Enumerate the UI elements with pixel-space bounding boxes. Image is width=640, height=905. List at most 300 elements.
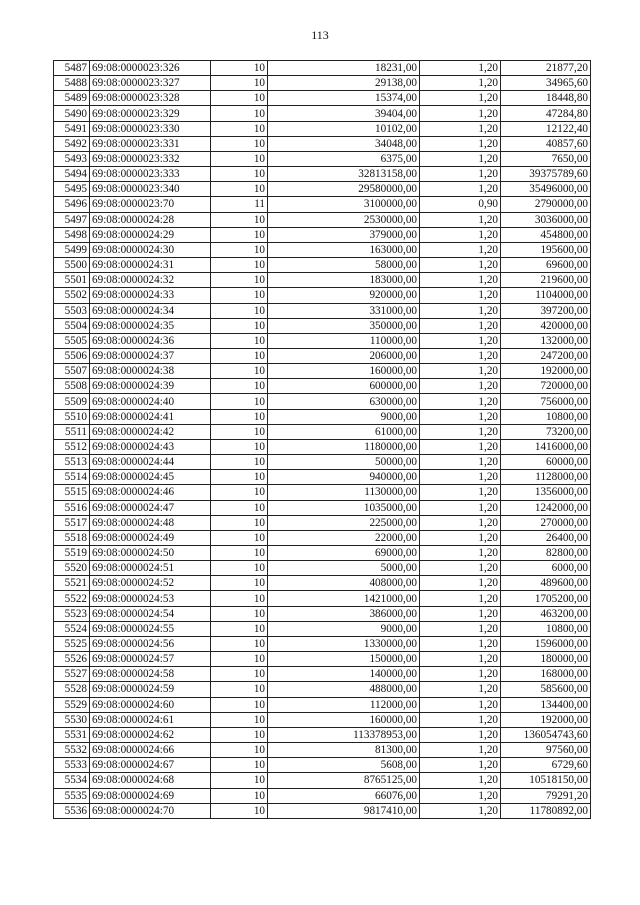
row-number-cell: 5536 xyxy=(54,803,90,818)
cadastral-number-cell: 69:08:0000024:55 xyxy=(90,621,211,636)
row-number-cell: 5492 xyxy=(54,136,90,151)
value-cell: 9000,00 xyxy=(268,409,420,424)
result-value-cell: 454800,00 xyxy=(501,227,591,242)
category-code-cell: 10 xyxy=(211,409,268,424)
cadastral-number-cell: 69:08:0000024:46 xyxy=(90,485,211,500)
coefficient-cell: 1,20 xyxy=(420,424,501,439)
row-number-cell: 5529 xyxy=(54,697,90,712)
coefficient-cell: 1,20 xyxy=(420,288,501,303)
result-value-cell: 3036000,00 xyxy=(501,212,591,227)
value-cell: 81300,00 xyxy=(268,743,420,758)
coefficient-cell: 1,20 xyxy=(420,227,501,242)
category-code-cell: 10 xyxy=(211,333,268,348)
category-code-cell: 10 xyxy=(211,546,268,561)
row-number-cell: 5512 xyxy=(54,439,90,454)
page-number: 113 xyxy=(311,28,329,42)
row-number-cell: 5530 xyxy=(54,712,90,727)
row-number-cell: 5508 xyxy=(54,379,90,394)
value-cell: 69000,00 xyxy=(268,546,420,561)
cadastral-number-cell: 69:08:0000024:41 xyxy=(90,409,211,424)
table-row xyxy=(54,727,591,742)
coefficient-cell: 1,20 xyxy=(420,455,501,470)
row-number-cell: 5513 xyxy=(54,455,90,470)
coefficient-cell: 1,20 xyxy=(420,727,501,742)
cadastral-number-cell: 69:08:0000024:34 xyxy=(90,303,211,318)
category-code-cell: 10 xyxy=(211,151,268,166)
cadastral-number-cell: 69:08:0000024:68 xyxy=(90,773,211,788)
row-number-cell: 5515 xyxy=(54,485,90,500)
value-cell: 34048,00 xyxy=(268,136,420,151)
coefficient-cell: 1,20 xyxy=(420,273,501,288)
category-code-cell: 10 xyxy=(211,788,268,803)
coefficient-cell: 1,20 xyxy=(420,76,501,91)
category-code-cell: 10 xyxy=(211,303,268,318)
result-value-cell: 21877,20 xyxy=(501,61,591,76)
row-number-cell: 5527 xyxy=(54,667,90,682)
row-number-cell: 5525 xyxy=(54,636,90,651)
category-code-cell: 10 xyxy=(211,606,268,621)
row-number-cell: 5518 xyxy=(54,530,90,545)
table-row xyxy=(54,91,591,106)
category-code-cell: 11 xyxy=(211,197,268,212)
category-code-cell: 10 xyxy=(211,348,268,363)
cadastral-number-cell: 69:08:0000023:70 xyxy=(90,197,211,212)
category-code-cell: 10 xyxy=(211,242,268,257)
cadastral-number-cell: 69:08:0000024:43 xyxy=(90,439,211,454)
result-value-cell: 168000,00 xyxy=(501,667,591,682)
row-number-cell: 5510 xyxy=(54,409,90,424)
table-row xyxy=(54,591,591,606)
value-cell: 331000,00 xyxy=(268,303,420,318)
result-value-cell: 34965,60 xyxy=(501,76,591,91)
category-code-cell: 10 xyxy=(211,106,268,121)
value-cell: 9000,00 xyxy=(268,621,420,636)
cadastral-number-cell: 69:08:0000024:44 xyxy=(90,455,211,470)
value-cell: 15374,00 xyxy=(268,91,420,106)
category-code-cell: 10 xyxy=(211,258,268,273)
category-code-cell: 10 xyxy=(211,364,268,379)
table-row xyxy=(54,61,591,76)
value-cell: 66076,00 xyxy=(268,788,420,803)
result-value-cell: 73200,00 xyxy=(501,424,591,439)
cadastral-number-cell: 69:08:0000024:33 xyxy=(90,288,211,303)
table-row xyxy=(54,576,591,591)
row-number-cell: 5503 xyxy=(54,303,90,318)
value-cell: 150000,00 xyxy=(268,652,420,667)
result-value-cell: 136054743,60 xyxy=(501,727,591,742)
value-cell: 29580000,00 xyxy=(268,182,420,197)
row-number-cell: 5517 xyxy=(54,515,90,530)
row-number-cell: 5519 xyxy=(54,546,90,561)
category-code-cell: 10 xyxy=(211,697,268,712)
coefficient-cell: 1,20 xyxy=(420,743,501,758)
row-number-cell: 5511 xyxy=(54,424,90,439)
category-code-cell: 10 xyxy=(211,121,268,136)
category-code-cell: 10 xyxy=(211,561,268,576)
coefficient-cell: 1,20 xyxy=(420,682,501,697)
coefficient-cell: 1,20 xyxy=(420,394,501,409)
row-number-cell: 5535 xyxy=(54,788,90,803)
result-value-cell: 756000,00 xyxy=(501,394,591,409)
table-row xyxy=(54,394,591,409)
result-value-cell: 2790000,00 xyxy=(501,197,591,212)
result-value-cell: 720000,00 xyxy=(501,379,591,394)
coefficient-cell: 1,20 xyxy=(420,439,501,454)
category-code-cell: 10 xyxy=(211,76,268,91)
result-value-cell: 1596000,00 xyxy=(501,636,591,651)
table-row xyxy=(54,303,591,318)
result-value-cell: 47284,80 xyxy=(501,106,591,121)
row-number-cell: 5498 xyxy=(54,227,90,242)
table-row xyxy=(54,530,591,545)
value-cell: 1130000,00 xyxy=(268,485,420,500)
value-cell: 32813158,00 xyxy=(268,167,420,182)
value-cell: 5000,00 xyxy=(268,561,420,576)
result-value-cell: 69600,00 xyxy=(501,258,591,273)
result-value-cell: 60000,00 xyxy=(501,455,591,470)
value-cell: 1421000,00 xyxy=(268,591,420,606)
result-value-cell: 1128000,00 xyxy=(501,470,591,485)
table-row xyxy=(54,227,591,242)
result-value-cell: 397200,00 xyxy=(501,303,591,318)
cadastral-number-cell: 69:08:0000023:328 xyxy=(90,91,211,106)
row-number-cell: 5495 xyxy=(54,182,90,197)
result-value-cell: 7650,00 xyxy=(501,151,591,166)
category-code-cell: 10 xyxy=(211,61,268,76)
value-cell: 1035000,00 xyxy=(268,500,420,515)
coefficient-cell: 1,20 xyxy=(420,379,501,394)
table-row xyxy=(54,379,591,394)
coefficient-cell: 1,20 xyxy=(420,364,501,379)
cadastral-number-cell: 69:08:0000024:53 xyxy=(90,591,211,606)
row-number-cell: 5496 xyxy=(54,197,90,212)
table-row xyxy=(54,500,591,515)
value-cell: 386000,00 xyxy=(268,606,420,621)
coefficient-cell: 1,20 xyxy=(420,652,501,667)
cadastral-number-cell: 69:08:0000024:57 xyxy=(90,652,211,667)
result-value-cell: 10518150,00 xyxy=(501,773,591,788)
coefficient-cell: 1,20 xyxy=(420,576,501,591)
coefficient-cell: 1,20 xyxy=(420,151,501,166)
coefficient-cell: 1,20 xyxy=(420,667,501,682)
coefficient-cell: 1,20 xyxy=(420,318,501,333)
category-code-cell: 10 xyxy=(211,212,268,227)
category-code-cell: 10 xyxy=(211,727,268,742)
result-value-cell: 180000,00 xyxy=(501,652,591,667)
table-row xyxy=(54,652,591,667)
cadastral-number-cell: 69:08:0000024:48 xyxy=(90,515,211,530)
row-number-cell: 5534 xyxy=(54,773,90,788)
value-cell: 160000,00 xyxy=(268,712,420,727)
cadastral-number-cell: 69:08:0000024:69 xyxy=(90,788,211,803)
table-row xyxy=(54,76,591,91)
result-value-cell: 18448,80 xyxy=(501,91,591,106)
coefficient-cell: 1,20 xyxy=(420,561,501,576)
table-row xyxy=(54,242,591,257)
row-number-cell: 5501 xyxy=(54,273,90,288)
result-value-cell: 6000,00 xyxy=(501,561,591,576)
value-cell: 1180000,00 xyxy=(268,439,420,454)
cadastral-number-cell: 69:08:0000023:340 xyxy=(90,182,211,197)
table-row xyxy=(54,424,591,439)
coefficient-cell: 1,20 xyxy=(420,106,501,121)
table-row xyxy=(54,121,591,136)
category-code-cell: 10 xyxy=(211,743,268,758)
cadastral-number-cell: 69:08:0000024:40 xyxy=(90,394,211,409)
coefficient-cell: 1,20 xyxy=(420,697,501,712)
row-number-cell: 5514 xyxy=(54,470,90,485)
row-number-cell: 5488 xyxy=(54,76,90,91)
result-value-cell: 10800,00 xyxy=(501,621,591,636)
cadastral-number-cell: 69:08:0000024:51 xyxy=(90,561,211,576)
row-number-cell: 5507 xyxy=(54,364,90,379)
cadastral-number-cell: 69:08:0000023:327 xyxy=(90,76,211,91)
cadastral-number-cell: 69:08:0000023:330 xyxy=(90,121,211,136)
result-value-cell: 35496000,00 xyxy=(501,182,591,197)
value-cell: 58000,00 xyxy=(268,258,420,273)
category-code-cell: 10 xyxy=(211,652,268,667)
coefficient-cell: 1,20 xyxy=(420,591,501,606)
coefficient-cell: 1,20 xyxy=(420,803,501,818)
category-code-cell: 10 xyxy=(211,667,268,682)
cadastral-number-cell: 69:08:0000024:49 xyxy=(90,530,211,545)
category-code-cell: 10 xyxy=(211,591,268,606)
table-row xyxy=(54,258,591,273)
result-value-cell: 39375789,60 xyxy=(501,167,591,182)
category-code-cell: 10 xyxy=(211,530,268,545)
value-cell: 350000,00 xyxy=(268,318,420,333)
table-body xyxy=(54,61,591,819)
row-number-cell: 5516 xyxy=(54,500,90,515)
table-row xyxy=(54,182,591,197)
category-code-cell: 10 xyxy=(211,379,268,394)
coefficient-cell: 1,20 xyxy=(420,515,501,530)
row-number-cell: 5505 xyxy=(54,333,90,348)
coefficient-cell: 1,20 xyxy=(420,91,501,106)
table-row xyxy=(54,167,591,182)
category-code-cell: 10 xyxy=(211,803,268,818)
value-cell: 163000,00 xyxy=(268,242,420,257)
value-cell: 112000,00 xyxy=(268,697,420,712)
cadastral-number-cell: 69:08:0000024:30 xyxy=(90,242,211,257)
result-value-cell: 11780892,00 xyxy=(501,803,591,818)
value-cell: 2530000,00 xyxy=(268,212,420,227)
coefficient-cell: 1,20 xyxy=(420,606,501,621)
result-value-cell: 40857,60 xyxy=(501,136,591,151)
cadastral-number-cell: 69:08:0000024:29 xyxy=(90,227,211,242)
cadastral-number-cell: 69:08:0000024:58 xyxy=(90,667,211,682)
result-value-cell: 79291,20 xyxy=(501,788,591,803)
category-code-cell: 10 xyxy=(211,500,268,515)
value-cell: 140000,00 xyxy=(268,667,420,682)
result-value-cell: 132000,00 xyxy=(501,333,591,348)
cadastral-number-cell: 69:08:0000024:45 xyxy=(90,470,211,485)
result-value-cell: 1104000,00 xyxy=(501,288,591,303)
table-row xyxy=(54,803,591,818)
result-value-cell: 463200,00 xyxy=(501,606,591,621)
value-cell: 940000,00 xyxy=(268,470,420,485)
value-cell: 600000,00 xyxy=(268,379,420,394)
table-row xyxy=(54,348,591,363)
coefficient-cell: 1,20 xyxy=(420,500,501,515)
coefficient-cell: 1,20 xyxy=(420,182,501,197)
value-cell: 113378953,00 xyxy=(268,727,420,742)
result-value-cell: 489600,00 xyxy=(501,576,591,591)
category-code-cell: 10 xyxy=(211,318,268,333)
row-number-cell: 5526 xyxy=(54,652,90,667)
table-row xyxy=(54,318,591,333)
value-cell: 39404,00 xyxy=(268,106,420,121)
table-row xyxy=(54,561,591,576)
table-row xyxy=(54,682,591,697)
cadastral-number-cell: 69:08:0000024:47 xyxy=(90,500,211,515)
coefficient-cell: 1,20 xyxy=(420,61,501,76)
row-number-cell: 5524 xyxy=(54,621,90,636)
row-number-cell: 5509 xyxy=(54,394,90,409)
coefficient-cell: 0,90 xyxy=(420,197,501,212)
category-code-cell: 10 xyxy=(211,394,268,409)
category-code-cell: 10 xyxy=(211,227,268,242)
row-number-cell: 5497 xyxy=(54,212,90,227)
result-value-cell: 192000,00 xyxy=(501,364,591,379)
result-value-cell: 195600,00 xyxy=(501,242,591,257)
result-value-cell: 1242000,00 xyxy=(501,500,591,515)
table-row xyxy=(54,136,591,151)
result-value-cell: 219600,00 xyxy=(501,273,591,288)
table-row xyxy=(54,151,591,166)
table-row xyxy=(54,364,591,379)
cadastral-number-cell: 69:08:0000024:52 xyxy=(90,576,211,591)
table-row xyxy=(54,409,591,424)
table-row xyxy=(54,273,591,288)
coefficient-cell: 1,20 xyxy=(420,258,501,273)
coefficient-cell: 1,20 xyxy=(420,712,501,727)
result-value-cell: 1356000,00 xyxy=(501,485,591,500)
cadastral-number-cell: 69:08:0000024:37 xyxy=(90,348,211,363)
coefficient-cell: 1,20 xyxy=(420,636,501,651)
coefficient-cell: 1,20 xyxy=(420,788,501,803)
cadastral-number-cell: 69:08:0000024:62 xyxy=(90,727,211,742)
table-row xyxy=(54,606,591,621)
value-cell: 630000,00 xyxy=(268,394,420,409)
value-cell: 408000,00 xyxy=(268,576,420,591)
value-cell: 29138,00 xyxy=(268,76,420,91)
row-number-cell: 5491 xyxy=(54,121,90,136)
category-code-cell: 10 xyxy=(211,515,268,530)
value-cell: 488000,00 xyxy=(268,682,420,697)
row-number-cell: 5532 xyxy=(54,743,90,758)
category-code-cell: 10 xyxy=(211,424,268,439)
cadastral-number-cell: 69:08:0000024:56 xyxy=(90,636,211,651)
category-code-cell: 10 xyxy=(211,712,268,727)
value-cell: 5608,00 xyxy=(268,758,420,773)
cadastral-number-cell: 69:08:0000024:59 xyxy=(90,682,211,697)
row-number-cell: 5489 xyxy=(54,91,90,106)
row-number-cell: 5493 xyxy=(54,151,90,166)
table-row xyxy=(54,773,591,788)
coefficient-cell: 1,20 xyxy=(420,242,501,257)
table-row xyxy=(54,455,591,470)
cadastral-number-cell: 69:08:0000024:67 xyxy=(90,758,211,773)
category-code-cell: 10 xyxy=(211,636,268,651)
cadastral-number-cell: 69:08:0000024:66 xyxy=(90,743,211,758)
value-cell: 160000,00 xyxy=(268,364,420,379)
cadastral-number-cell: 69:08:0000024:36 xyxy=(90,333,211,348)
table-row xyxy=(54,636,591,651)
row-number-cell: 5522 xyxy=(54,591,90,606)
result-value-cell: 26400,00 xyxy=(501,530,591,545)
coefficient-cell: 1,20 xyxy=(420,167,501,182)
category-code-cell: 10 xyxy=(211,773,268,788)
value-cell: 50000,00 xyxy=(268,455,420,470)
coefficient-cell: 1,20 xyxy=(420,348,501,363)
value-cell: 3100000,00 xyxy=(268,197,420,212)
value-cell: 6375,00 xyxy=(268,151,420,166)
coefficient-cell: 1,20 xyxy=(420,121,501,136)
row-number-cell: 5528 xyxy=(54,682,90,697)
value-cell: 920000,00 xyxy=(268,288,420,303)
value-cell: 206000,00 xyxy=(268,348,420,363)
result-value-cell: 12122,40 xyxy=(501,121,591,136)
result-value-cell: 82800,00 xyxy=(501,546,591,561)
coefficient-cell: 1,20 xyxy=(420,758,501,773)
coefficient-cell: 1,20 xyxy=(420,136,501,151)
result-value-cell: 420000,00 xyxy=(501,318,591,333)
cadastral-number-cell: 69:08:0000024:70 xyxy=(90,803,211,818)
result-value-cell: 585600,00 xyxy=(501,682,591,697)
category-code-cell: 10 xyxy=(211,576,268,591)
row-number-cell: 5533 xyxy=(54,758,90,773)
row-number-cell: 5521 xyxy=(54,576,90,591)
row-number-cell: 5490 xyxy=(54,106,90,121)
row-number-cell: 5506 xyxy=(54,348,90,363)
table-row xyxy=(54,758,591,773)
result-value-cell: 1705200,00 xyxy=(501,591,591,606)
coefficient-cell: 1,20 xyxy=(420,303,501,318)
value-cell: 1330000,00 xyxy=(268,636,420,651)
value-cell: 10102,00 xyxy=(268,121,420,136)
table-row xyxy=(54,212,591,227)
cadastral-number-cell: 69:08:0000024:50 xyxy=(90,546,211,561)
value-cell: 18231,00 xyxy=(268,61,420,76)
category-code-cell: 10 xyxy=(211,288,268,303)
category-code-cell: 10 xyxy=(211,136,268,151)
table-row xyxy=(54,667,591,682)
result-value-cell: 247200,00 xyxy=(501,348,591,363)
row-number-cell: 5504 xyxy=(54,318,90,333)
cadastral-number-cell: 69:08:0000023:332 xyxy=(90,151,211,166)
table-row xyxy=(54,333,591,348)
coefficient-cell: 1,20 xyxy=(420,530,501,545)
cadastral-number-cell: 69:08:0000024:35 xyxy=(90,318,211,333)
result-value-cell: 6729,60 xyxy=(501,758,591,773)
coefficient-cell: 1,20 xyxy=(420,333,501,348)
table-row xyxy=(54,197,591,212)
value-cell: 379000,00 xyxy=(268,227,420,242)
row-number-cell: 5494 xyxy=(54,167,90,182)
cadastral-number-cell: 69:08:0000023:333 xyxy=(90,167,211,182)
value-cell: 110000,00 xyxy=(268,333,420,348)
table-row xyxy=(54,288,591,303)
result-value-cell: 270000,00 xyxy=(501,515,591,530)
cadastral-number-cell: 69:08:0000024:38 xyxy=(90,364,211,379)
coefficient-cell: 1,20 xyxy=(420,773,501,788)
category-code-cell: 10 xyxy=(211,621,268,636)
cadastral-number-cell: 69:08:0000023:329 xyxy=(90,106,211,121)
table-row xyxy=(54,697,591,712)
cadastral-value-table xyxy=(53,60,591,819)
coefficient-cell: 1,20 xyxy=(420,470,501,485)
